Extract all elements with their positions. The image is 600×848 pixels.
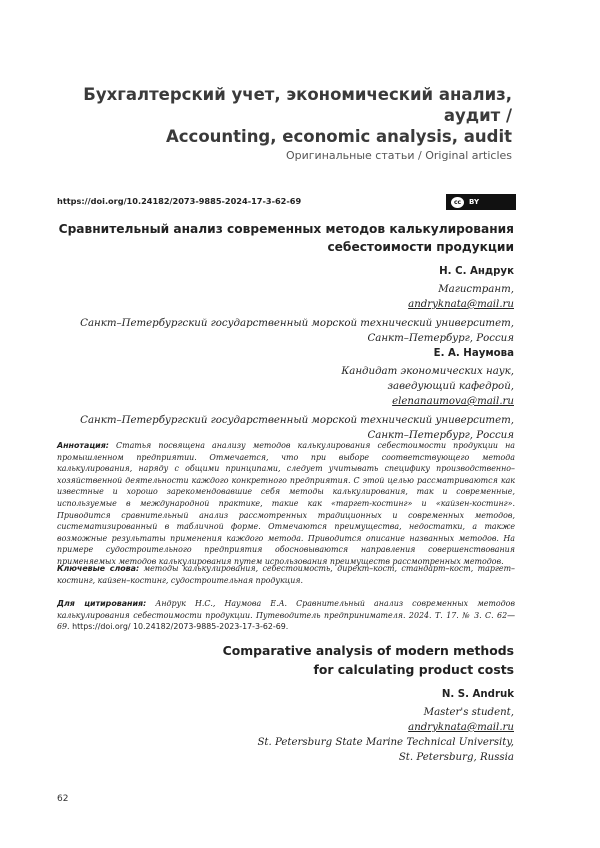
- abstract-text: Статья посвящена анализу методов калькулирования себестоимости продукции на промышленном предприятии. Отмечается, что при выборе соответствующего метода калькулирования, наряду с общими принципами, следует учитывать специфику производственно–хозяйственной деятельности каждого конкретного предприятия. С этой целью рассматриваются как известные и хорошо зарекомендовавшие себя методы калькулирования, так и современные, используемые в международной практике, такие как «таргет-костинг» и «кайзен-костинг». Приводится сравнительный анализ рассмотренных традиционных и современных методов, систематизированный в табличной форме. Отмечаются преимущества, недостатки, а также возможные результаты применения каждого метода. Приводится описание названных методов. На примере судостроительного предприятия обосновываются направления совершенствования применяемых методов калькулирования путем использования преимуществ рассмотренных методов.: [57, 441, 515, 566]
- author-en-affil-2: St. Petersburg, Russia: [398, 752, 514, 763]
- citation-label: Для цитирования:: [57, 599, 147, 608]
- citation-ru: [57, 598, 515, 633]
- author-1-role: Магистрант,: [438, 284, 514, 295]
- keywords-ru: [57, 563, 515, 586]
- article-title-en: [34, 641, 514, 679]
- author-1-email[interactable]: andryknata@mail.ru: [408, 299, 514, 310]
- citation-text: Андрук Н.С., Наумова Е.А. Сравнительный анализ современных методов калькулирования себестоимости продукции. Путеводитель предпринимателя. 2024. Т. 17. № 3. С. 62—69.: [57, 599, 515, 632]
- author-en-name: N. S. Andruk: [441, 689, 514, 700]
- author-2-affil-2: Санкт–Петербург, Россия: [367, 430, 514, 441]
- page-number: 62: [57, 794, 69, 804]
- author-en-role: Master's student,: [423, 707, 514, 718]
- journal-title-ru: Бухгалтерский учет, экономический анализ, аудит /: [83, 85, 512, 125]
- author-2-role-2: заведующий кафедрой,: [387, 381, 514, 392]
- keywords-label: Ключевые слова:: [57, 564, 140, 573]
- journal-header: [42, 84, 512, 162]
- author-2-name: Е. А. Наумова: [433, 348, 514, 359]
- abstract-ru: [57, 440, 515, 568]
- author-en-block: [34, 687, 514, 765]
- author-1-affil-1: Санкт–Петербургский государственный морской технический университет,: [80, 318, 514, 329]
- by-label: BY: [469, 198, 480, 206]
- section-label: Оригинальные статьи / Original articles: [285, 149, 512, 162]
- doi-link[interactable]: https://doi.org/10.24182/2073-9885-2024-17-3-62-69: [57, 196, 302, 206]
- author-1-affil-2: Санкт–Петербург, Россия: [367, 333, 514, 344]
- keywords-text: методы калькулирования, себестоимость, директ–кост, стандарт–кост, таргет–костинг, кайзен–костинг, судостроительная продукция.: [57, 564, 515, 585]
- title-en-line2: for calculating product costs: [313, 662, 514, 677]
- title-en-line1: Comparative analysis of modern methods: [222, 643, 514, 658]
- author-2-block: [34, 346, 514, 443]
- title-ru-line1: Сравнительный анализ современных методов калькулирования: [58, 222, 514, 236]
- cc-by-license-badge: [446, 194, 516, 210]
- author-2-email[interactable]: elenanaumova@mail.ru: [392, 396, 514, 407]
- title-ru-line2: себестоимости продукции: [327, 240, 514, 254]
- author-en-email[interactable]: andryknata@mail.ru: [408, 722, 514, 733]
- author-2-role-1: Кандидат экономических наук,: [341, 366, 514, 377]
- author-en-affil-1: St. Petersburg State Marine Technical University,: [257, 737, 514, 748]
- citation-doi[interactable]: https://doi.org/ 10.24182/2073-9885-2023-17-3-62-69.: [72, 622, 289, 632]
- article-title-ru: [34, 220, 514, 256]
- author-1-block: [34, 264, 514, 346]
- author-1-name: Н. С. Андрук: [439, 266, 514, 277]
- author-2-affil-1: Санкт–Петербургский государственный морской технический университет,: [80, 415, 514, 426]
- journal-title-en: Accounting, economic analysis, audit: [165, 127, 512, 146]
- abstract-label: Аннотация:: [57, 441, 109, 450]
- cc-icon: cc: [451, 197, 464, 208]
